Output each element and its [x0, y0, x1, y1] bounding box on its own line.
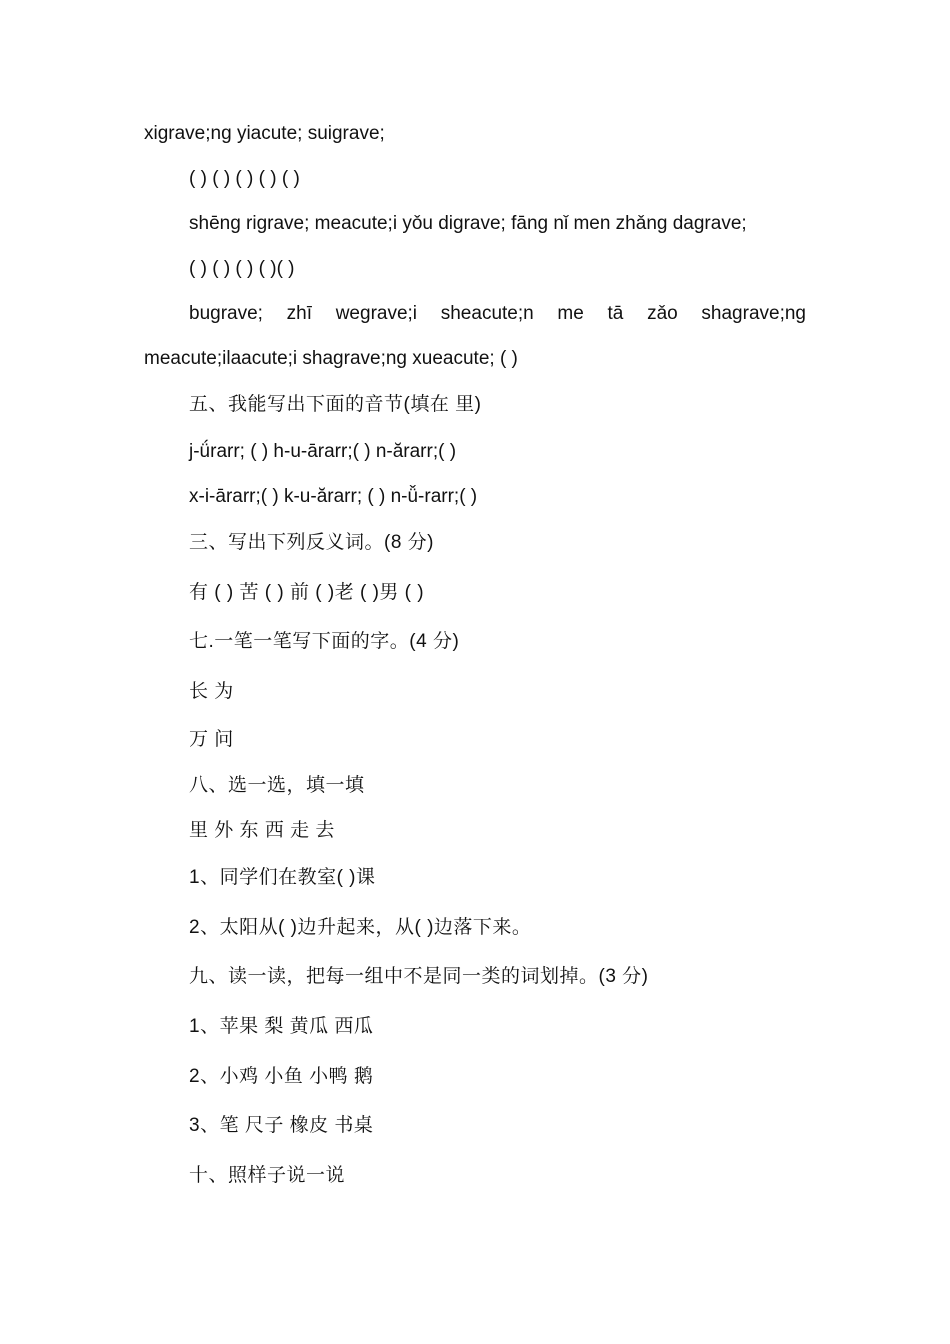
fill-sentence-2: 2、太阳从( )边升起来，从( )边落下来。 — [189, 917, 532, 938]
antonym-row: 有 ( ) 苦 ( ) 前 ( )老 ( )男 ( ) — [189, 582, 425, 603]
pinyin-line-3: bugrave; zhī wegrave;i sheacute;n me tā zǎo shagrave;ng — [189, 303, 806, 324]
section-heading-9: 九、读一读，把每一组中不是同一类的词划掉。(3 分) — [189, 966, 649, 987]
section-heading-8: 八、选一选，填一填 — [189, 775, 365, 796]
group-row-1: 1、苹果 梨 黄瓜 西瓜 — [189, 1016, 374, 1037]
pinyin-line-1: xigrave;ng yiacute; suigrave; — [144, 123, 385, 144]
character-row-2: 万 问 — [189, 729, 234, 750]
character-row-1: 长 为 — [189, 681, 234, 702]
blank-row-1: ( ) ( ) ( ) ( ) ( ) — [189, 168, 300, 189]
pinyin-line-2: shēng rigrave; meacute;i yǒu digrave; fāng nǐ men zhǎng dagrave; — [189, 213, 747, 234]
group-row-2: 2、小鸡 小鱼 小鸭 鹅 — [189, 1066, 374, 1087]
word-bank: 里 外 东 西 走 去 — [189, 820, 335, 841]
blank-row-2: ( ) ( ) ( ) ( )( ) — [189, 258, 295, 279]
section-heading-7: 七.一笔一笔写下面的字。(4 分) — [189, 631, 460, 652]
section-heading-3: 三、写出下列反义词。(8 分) — [189, 532, 435, 553]
syllable-row-2: x-i-ārarr;( ) k-u-ărarr; ( ) n-ǚ-rarr;( ) — [189, 486, 478, 507]
group-row-3: 3、笔 尺子 橡皮 书桌 — [189, 1115, 374, 1136]
fill-sentence-1: 1、同学们在教室( )课 — [189, 867, 376, 888]
section-heading-10: 十、照样子说一说 — [189, 1165, 346, 1186]
section-heading-5: 五、我能写出下面的音节(填在 里) — [189, 394, 482, 415]
syllable-row-1: j-ǘrarr; ( ) h-u-ārarr;( ) n-ărarr;( ) — [189, 441, 457, 462]
pinyin-line-4: meacute;ilaacute;i shagrave;ng xueacute; ( ) — [144, 348, 518, 369]
